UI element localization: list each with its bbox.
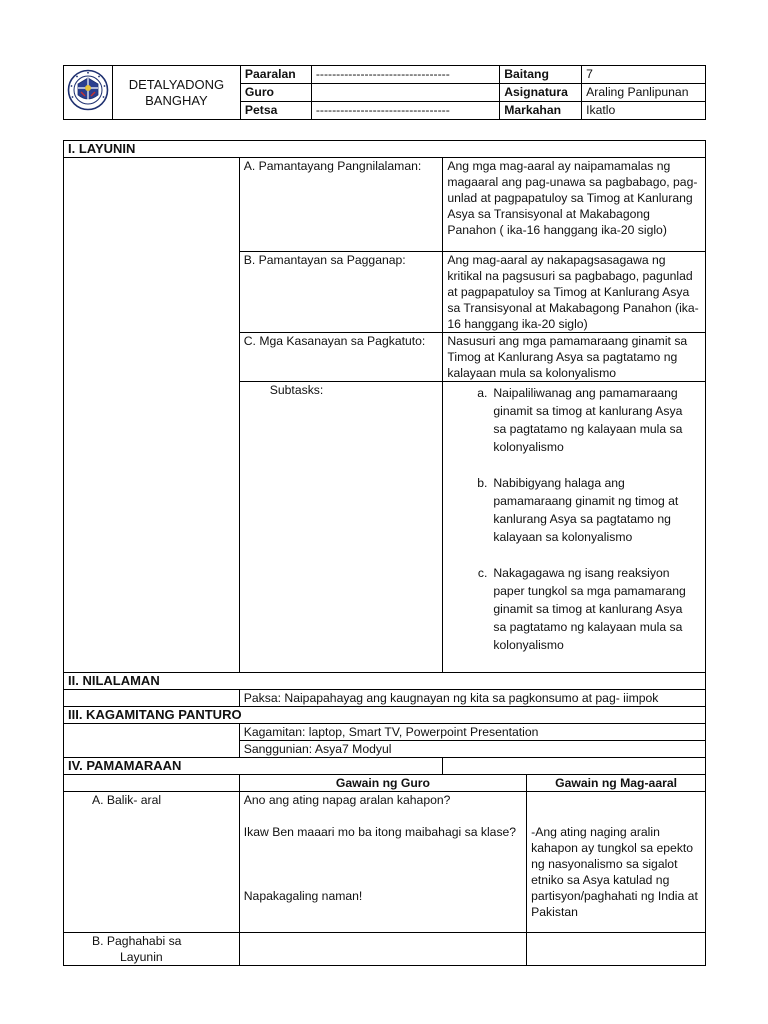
label-asignatura: Asignatura xyxy=(500,84,582,102)
pamantayan-pagganap-text: Ang mag-aaral ay nakapagsasagawa ng kritikal na pagsusuri sa pagbabago, pagunlad at pagpapatuloy sa Timog at Kanlurang Asya sa Transisyonal at Makabagong Panahon (ika-16 hanggang ika-20 siglo) xyxy=(443,252,706,333)
paghahabi-label-line2: Layunin xyxy=(120,950,163,964)
subtask-item xyxy=(463,474,695,546)
value-baitang: 7 xyxy=(582,66,706,84)
subtask-item xyxy=(463,384,695,456)
section-layunin: I. LAYUNIN xyxy=(64,141,706,158)
value-paaralan: --------------------------------- xyxy=(311,66,499,84)
kagamitan-text: Kagamitan: laptop, Smart TV, Powerpoint Presentation xyxy=(239,724,705,741)
section-kagamitan: III. KAGAMITANG PANTURO xyxy=(64,707,706,724)
magaaral-paghahabi xyxy=(527,933,706,966)
col-gawain-guro: Gawain ng Guro xyxy=(239,775,526,792)
logo-cell xyxy=(64,66,113,120)
guro-balik-aral xyxy=(239,792,526,933)
guro-praise: Napakagaling naman! xyxy=(243,889,363,903)
magaaral-balik-aral: -Ang ating naging aralin kahapon ay tungkol sa epekto ng nasyonalismo sa sigalot etniko sa Asya katulad ng partisyon/paghahati ng India at Pakistan xyxy=(527,792,706,933)
pamamaraan-left-blank xyxy=(64,775,240,792)
subtask-marker: b. xyxy=(477,476,488,490)
pamantayan-pagganap-label: B. Pamantayan sa Pagganap: xyxy=(239,252,443,333)
subtask-marker: a. xyxy=(477,386,488,400)
subtask-item xyxy=(463,564,695,654)
pamantayang-pangnilalaman-label: A. Pamantayang Pangnilalaman: xyxy=(239,158,443,252)
layunin-left-blank xyxy=(64,158,240,673)
guro-question-2: Ikaw Ben maaari mo ba itong maibahagi sa klase? xyxy=(243,825,517,839)
paghahabi-label xyxy=(64,933,240,966)
label-markahan: Markahan xyxy=(500,102,582,120)
guro-question-1: Ano ang ating napag aralan kahapon? xyxy=(243,793,451,807)
subtasks-label: Subtasks: xyxy=(239,382,443,673)
header-table xyxy=(63,65,706,120)
label-paaralan: Paaralan xyxy=(240,66,311,84)
label-petsa: Petsa xyxy=(240,102,311,120)
nilalaman-left-blank xyxy=(64,690,240,707)
kasanayan-label: C. Mga Kasanayan sa Pagkatuto: xyxy=(239,333,443,382)
plan-title-line1: DETALYADONG xyxy=(128,76,225,92)
sanggunian-text: Sanggunian: Asya7 Modyul xyxy=(239,741,705,758)
plan-title xyxy=(112,66,240,120)
paghahabi-label-line1: B. Paghahabi sa xyxy=(92,934,182,948)
subtask-marker: c. xyxy=(477,566,488,580)
subtask-text: Nabibigyang halaga ang pamamaraang ginamit ng timog at kanlurang Asya sa pagtatamo ng kalayaan sa kolonyalismo xyxy=(493,476,679,544)
paksa-text: Paksa: Naipapahayag ang kaugnayan ng kita sa pagkonsumo at pag- iimpok xyxy=(239,690,705,707)
guro-paghahabi xyxy=(239,933,526,966)
value-asignatura: Araling Panlipunan xyxy=(582,84,706,102)
balik-aral-label: A. Balik- aral xyxy=(64,792,240,933)
deped-seal-icon xyxy=(67,69,109,111)
col-gawain-magaaral: Gawain ng Mag-aaral xyxy=(527,775,706,792)
kasanayan-text: Nasusuri ang mga pamamaraang ginamit sa Timog at Kanlurang Asya sa pagtatamo ng kalayaan mula sa kolonyalismo xyxy=(443,333,706,382)
subtasks-list xyxy=(443,382,706,673)
section-pamamaraan: IV. PAMAMARAAN xyxy=(64,758,443,775)
plan-title-line2: BANGHAY xyxy=(145,92,208,108)
lesson-plan-table xyxy=(63,140,706,966)
kagamitan-left-blank xyxy=(64,724,240,758)
label-baitang: Baitang xyxy=(500,66,582,84)
pamantayang-pangnilalaman-text: Ang mga mag-aaral ay naipamamalas ng magaaral ang pag-unawa sa pagbabago, pag-unlad at pagpapatuloy sa Timog at Kanlurang Asya sa Transisyonal at Makabagong Panahon ( ika-16 hanggang ika-20 siglo) xyxy=(443,158,706,252)
subtask-text: Naipaliliwanag ang pamamaraang ginamit sa timog at kanlurang Asya sa pagtatamo ng kalayaan mula sa kolonyalismo xyxy=(493,386,683,454)
value-petsa: --------------------------------- xyxy=(311,102,499,120)
label-guro: Guro xyxy=(240,84,311,102)
section-nilalaman: II. NILALAMAN xyxy=(64,673,706,690)
value-guro xyxy=(311,84,499,102)
subtask-text: Nakagagawa ng isang reaksiyon paper tungkol sa mga pamamarang ginamit sa timog at kanlurang Asya sa pagtatamo ng kalayaan mula sa kolonyalismo xyxy=(493,566,686,652)
pamamaraan-header-blank xyxy=(443,758,706,775)
value-markahan: Ikatlo xyxy=(582,102,706,120)
